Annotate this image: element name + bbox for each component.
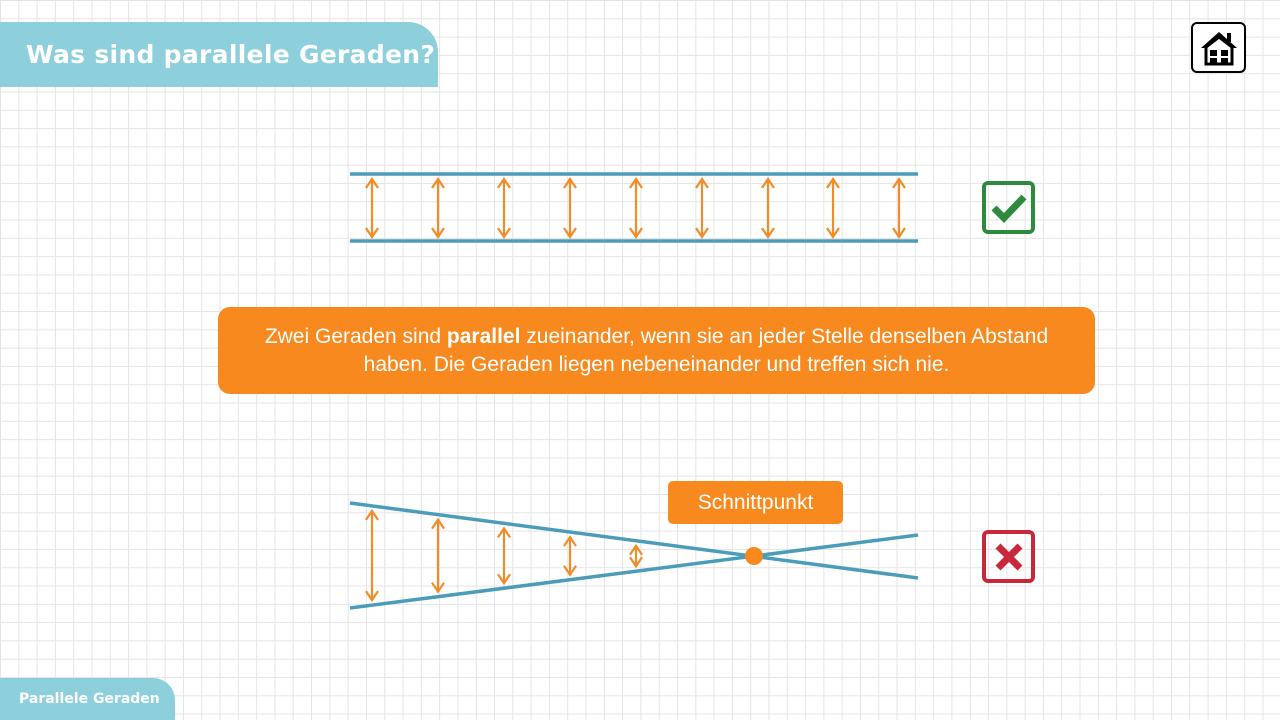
- distance-arrow: [630, 546, 642, 566]
- distance-arrow: [564, 179, 576, 237]
- distance-arrow: [630, 179, 642, 237]
- intersection-point: [745, 547, 763, 565]
- wrong-mark: [982, 530, 1035, 583]
- definition-keyword: parallel: [446, 324, 521, 348]
- distance-arrow: [366, 179, 378, 237]
- distance-arrow: [366, 511, 378, 600]
- intersecting-line-2: [350, 535, 918, 608]
- definition-text-end: zueinander, wenn sie an jeder Stelle denselben Abstand haben. Die Geraden liegen nebeneinander und treffen sich nie.: [363, 324, 1049, 376]
- cross-icon: [994, 542, 1024, 572]
- definition-text-start: Zwei Geraden sind: [264, 324, 447, 348]
- distance-arrow: [696, 179, 708, 237]
- definition-box: [218, 307, 1095, 394]
- distance-arrows-parallel: [366, 179, 905, 237]
- correct-mark: [982, 181, 1035, 234]
- distance-arrow: [498, 179, 510, 237]
- footer-section-label: Parallele Geraden: [0, 678, 175, 720]
- distance-arrow: [893, 179, 905, 237]
- page-title: Was sind parallele Geraden?: [0, 22, 438, 87]
- intersection-label: Schnittpunkt: [668, 481, 843, 524]
- distance-arrow: [498, 528, 510, 583]
- distance-arrow: [432, 520, 444, 592]
- distance-arrow: [827, 179, 839, 237]
- check-icon: [991, 193, 1027, 223]
- distance-arrow: [564, 537, 576, 575]
- distance-arrow: [762, 179, 774, 237]
- distance-arrow: [432, 179, 444, 237]
